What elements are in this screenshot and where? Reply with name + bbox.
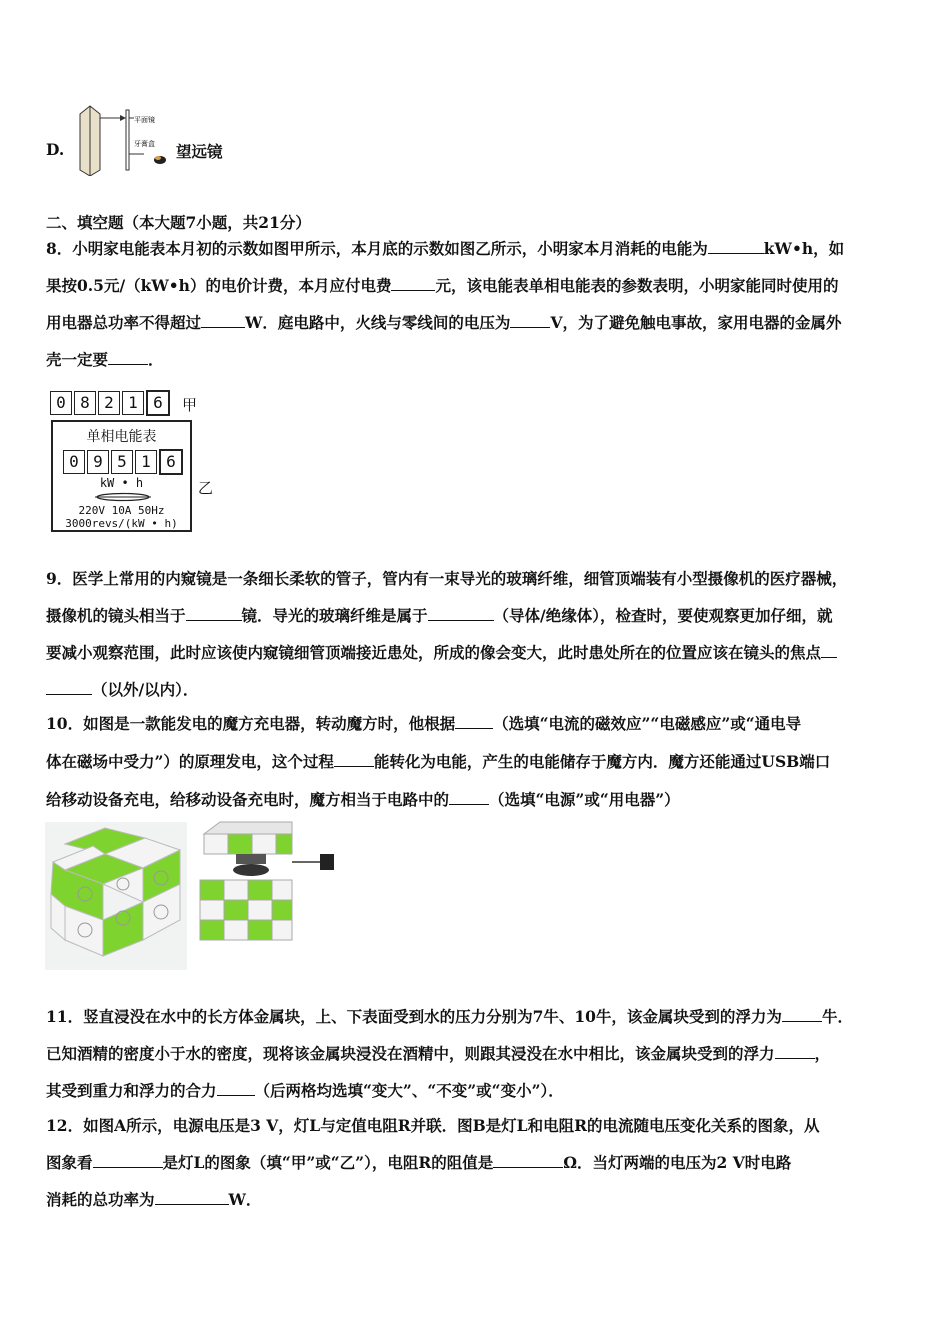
meter-spec-revs: 3000revs/(kW • h) <box>65 517 178 530</box>
q9-blank1[interactable] <box>186 606 242 621</box>
q8-blank3[interactable] <box>201 313 245 328</box>
q9-line1: 9．医学上常用的内窥镜是一条细长柔软的管子，管内有一束导光的玻璃纤维，细管顶端装有小型摄像机的医疗器械， <box>46 569 848 588</box>
q11-line1: 11．竖直浸没在水中的长方体金属块，上、下表面受到水的压力分别为7牛、10牛，该金属块受到的浮力为 牛． <box>46 1007 853 1026</box>
q9-line4: （以外/以内）． <box>46 678 906 700</box>
q9-line2: 摄像机的镜头相当于 镜．导光的玻璃纤维是属于 （导体/绝缘体），检查时，要使观察更加仔细，就 <box>46 606 833 625</box>
q10-blank1[interactable] <box>455 714 493 729</box>
q8-line3: 用电器总功率不得超过 W．庭电路中，火线与零线间的电压为 V，为了避免触电事故，家用电器的金属外 <box>46 313 842 332</box>
cube-exploded-image <box>196 818 338 942</box>
q8-blank2[interactable] <box>391 276 435 291</box>
q8-blank4[interactable] <box>510 313 550 328</box>
q11-blank2[interactable] <box>775 1044 815 1059</box>
label-yi: 乙 <box>198 479 214 497</box>
q12-line3: 消耗的总功率为 W． <box>46 1190 262 1209</box>
label-jia: 甲 <box>182 396 198 414</box>
q11-blank1[interactable] <box>782 1007 822 1022</box>
q12-line1: 12．如图A所示，电源电压是3 V，灯L与定值电阻R并联．图B是灯L和电阻R的电流随电压变化关系的图象，从 <box>46 1116 820 1135</box>
q8-line2: 果按0.5元/（kW•h）的电价计费，本月应付电费 元，该电能表单相电能表的参数表明，小明家能同时使用的 <box>46 276 839 295</box>
q8-line1: 8．小明家电能表本月初的示数如图甲所示，本月底的示数如图乙所示，小明家本月消耗的电能为 kW•h，如 <box>46 239 845 258</box>
q10-blank3[interactable] <box>449 790 489 805</box>
q12-line2: 图象看 是灯L的图象（填“甲”或“乙”），电阻R的阻值是 Ω．当灯两端的电压为2 V时电路 <box>46 1153 792 1172</box>
q9-blank3a[interactable] <box>821 643 837 658</box>
meter-title: 单相电能表 <box>86 429 157 445</box>
q9-blank2[interactable] <box>428 606 494 621</box>
meter-unit: kW • h <box>99 476 144 490</box>
q10-line1: 10．如图是一款能发电的魔方充电器，转动魔方时，他根据 （选填“电流的磁效应”“电磁感应”或“通电导 <box>46 714 802 733</box>
magic-cube-image <box>45 822 187 970</box>
meter-spec: 220V 10A 50Hz <box>78 504 165 517</box>
q11-line2: 已知酒精的密度小于水的密度，现将该金属块浸没在酒精中，则跟其浸没在水中相比，该金属块受到的浮力 ， <box>46 1044 831 1063</box>
q12-blank2[interactable] <box>493 1153 563 1168</box>
q8-blank5[interactable] <box>108 350 148 365</box>
electric-meter <box>51 420 192 532</box>
option-d-caption: 望远镜 <box>176 142 223 161</box>
q10-blank2[interactable] <box>334 752 374 767</box>
meter-reading-end: 0 9 5 1 6 <box>63 449 185 475</box>
q8-blank1[interactable] <box>708 239 764 254</box>
q10-line2: 体在磁场中受力”）的原理发电，这个过程 能转化为电能，产生的电能储存于魔方内．魔方还能通过USB端口 <box>46 752 831 771</box>
q9-blank3b[interactable] <box>46 680 92 695</box>
option-d-label: D. <box>46 140 65 159</box>
periscope-figure <box>74 104 178 176</box>
q8-line4: 壳一定要 ． <box>46 350 164 369</box>
q9-line3: 要减小观察范围，此时应该使内窥镜细管顶端接近患处，所成的像会变大，此时患处所在的位置应该在镜头的焦点 <box>46 641 906 663</box>
q12-blank3[interactable] <box>155 1190 229 1205</box>
q11-blank3[interactable] <box>217 1081 255 1096</box>
q12-blank1[interactable] <box>93 1153 163 1168</box>
section-title: 二、填空题（本大题7小题，共21分） <box>46 213 311 232</box>
mirror-label: 平面镜 <box>134 116 155 124</box>
q10-line3: 给移动设备充电，给移动设备充电时，魔方相当于电路中的 （选填“电源”或“用电器”） <box>46 790 680 809</box>
q11-line3: 其受到重力和浮力的合力 （后两格均选填“变大”、“不变”或“变小”）． <box>46 1081 564 1100</box>
meter-reading-start: 0 8 2 1 6 <box>50 390 172 416</box>
meter-disc <box>93 492 153 502</box>
box-label: 牙膏盒 <box>134 140 155 148</box>
